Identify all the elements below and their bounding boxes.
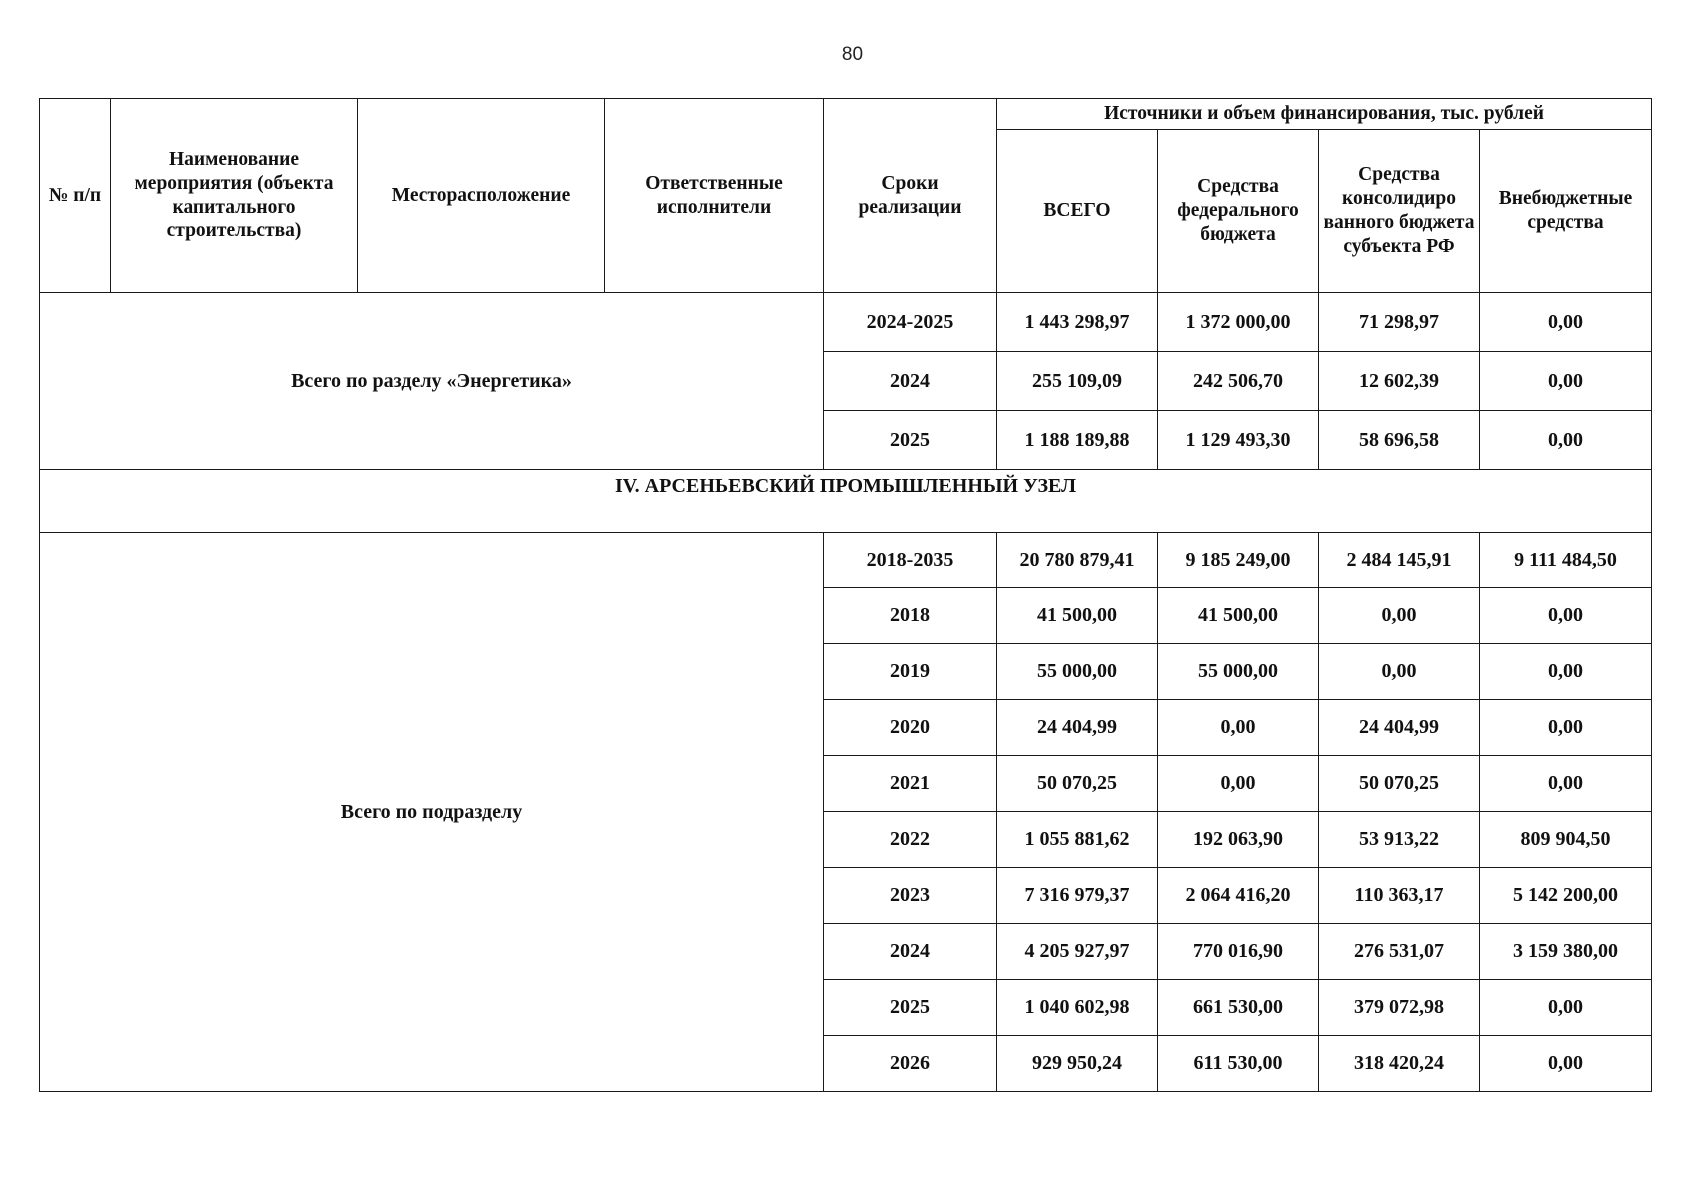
federal-cell: 0,00 xyxy=(1158,756,1319,812)
extrabudget-cell: 0,00 xyxy=(1480,1036,1652,1092)
total-cell: 1 040 602,98 xyxy=(997,980,1158,1036)
period-cell: 2024 xyxy=(824,924,997,980)
consolidated-cell: 12 602,39 xyxy=(1319,352,1480,411)
extrabudget-cell: 0,00 xyxy=(1480,411,1652,470)
header-total: ВСЕГО xyxy=(997,130,1158,293)
extrabudget-cell: 0,00 xyxy=(1480,980,1652,1036)
federal-cell: 242 506,70 xyxy=(1158,352,1319,411)
total-cell: 50 070,25 xyxy=(997,756,1158,812)
section-row xyxy=(40,470,1652,533)
consolidated-cell: 53 913,22 xyxy=(1319,812,1480,868)
consolidated-cell: 276 531,07 xyxy=(1319,924,1480,980)
extrabudget-cell: 0,00 xyxy=(1480,588,1652,644)
extrabudget-cell: 5 142 200,00 xyxy=(1480,868,1652,924)
header-extrabudget: Внебюджетные средства xyxy=(1480,130,1652,293)
table-row xyxy=(40,293,1652,352)
consolidated-cell: 24 404,99 xyxy=(1319,700,1480,756)
extrabudget-cell: 3 159 380,00 xyxy=(1480,924,1652,980)
total-cell: 55 000,00 xyxy=(997,644,1158,700)
federal-cell: 192 063,90 xyxy=(1158,812,1319,868)
extrabudget-cell: 9 111 484,50 xyxy=(1480,533,1652,588)
total-cell: 20 780 879,41 xyxy=(997,533,1158,588)
page-number: 80 xyxy=(841,44,864,65)
period-cell: 2020 xyxy=(824,700,997,756)
total-cell: 7 316 979,37 xyxy=(997,868,1158,924)
header-name: Наименование мероприятия (объекта капитального строительства) xyxy=(111,99,358,293)
extrabudget-cell: 0,00 xyxy=(1480,644,1652,700)
header-consolidated: Средства консолидиро ванного бюджета субъекта РФ xyxy=(1319,130,1480,293)
consolidated-cell: 318 420,24 xyxy=(1319,1036,1480,1092)
header-period: Сроки реализации xyxy=(824,99,997,293)
period-cell: 2023 xyxy=(824,868,997,924)
extrabudget-cell: 0,00 xyxy=(1480,700,1652,756)
header-sources-group: Источники и объем финансирования, тыс. рублей xyxy=(997,99,1652,130)
consolidated-cell: 0,00 xyxy=(1319,644,1480,700)
period-cell: 2021 xyxy=(824,756,997,812)
consolidated-cell: 110 363,17 xyxy=(1319,868,1480,924)
energy-total-label: Всего по разделу «Энергетика» xyxy=(40,293,824,470)
period-cell: 2022 xyxy=(824,812,997,868)
federal-cell: 770 016,90 xyxy=(1158,924,1319,980)
table-row xyxy=(40,533,1652,588)
total-cell: 4 205 927,97 xyxy=(997,924,1158,980)
federal-cell: 1 372 000,00 xyxy=(1158,293,1319,352)
total-cell: 41 500,00 xyxy=(997,588,1158,644)
federal-cell: 2 064 416,20 xyxy=(1158,868,1319,924)
header-federal: Средства федерального бюджета xyxy=(1158,130,1319,293)
total-cell: 255 109,09 xyxy=(997,352,1158,411)
federal-cell: 55 000,00 xyxy=(1158,644,1319,700)
total-cell: 1 188 189,88 xyxy=(997,411,1158,470)
federal-cell: 1 129 493,30 xyxy=(1158,411,1319,470)
financing-table xyxy=(39,98,1652,1092)
federal-cell: 9 185 249,00 xyxy=(1158,533,1319,588)
header-num: № п/п xyxy=(40,99,111,293)
extrabudget-cell: 0,00 xyxy=(1480,352,1652,411)
header-location: Месторасположение xyxy=(358,99,605,293)
extrabudget-cell: 0,00 xyxy=(1480,756,1652,812)
period-cell: 2026 xyxy=(824,1036,997,1092)
section-title: IV. АРСЕНЬЕВСКИЙ ПРОМЫШЛЕННЫЙ УЗЕЛ xyxy=(40,470,1652,533)
period-cell: 2018 xyxy=(824,588,997,644)
consolidated-cell: 71 298,97 xyxy=(1319,293,1480,352)
header-responsible: Ответственные исполнители xyxy=(605,99,824,293)
subsection-total-label: Всего по подразделу xyxy=(40,533,824,1092)
total-cell: 1 443 298,97 xyxy=(997,293,1158,352)
federal-cell: 661 530,00 xyxy=(1158,980,1319,1036)
total-cell: 24 404,99 xyxy=(997,700,1158,756)
consolidated-cell: 58 696,58 xyxy=(1319,411,1480,470)
period-cell: 2019 xyxy=(824,644,997,700)
period-cell: 2025 xyxy=(824,980,997,1036)
period-cell: 2018-2035 xyxy=(824,533,997,588)
federal-cell: 41 500,00 xyxy=(1158,588,1319,644)
period-cell: 2024 xyxy=(824,352,997,411)
period-cell: 2024-2025 xyxy=(824,293,997,352)
consolidated-cell: 0,00 xyxy=(1319,588,1480,644)
period-cell: 2025 xyxy=(824,411,997,470)
federal-cell: 611 530,00 xyxy=(1158,1036,1319,1092)
consolidated-cell: 379 072,98 xyxy=(1319,980,1480,1036)
total-cell: 929 950,24 xyxy=(997,1036,1158,1092)
extrabudget-cell: 0,00 xyxy=(1480,293,1652,352)
federal-cell: 0,00 xyxy=(1158,700,1319,756)
extrabudget-cell: 809 904,50 xyxy=(1480,812,1652,868)
consolidated-cell: 50 070,25 xyxy=(1319,756,1480,812)
consolidated-cell: 2 484 145,91 xyxy=(1319,533,1480,588)
total-cell: 1 055 881,62 xyxy=(997,812,1158,868)
